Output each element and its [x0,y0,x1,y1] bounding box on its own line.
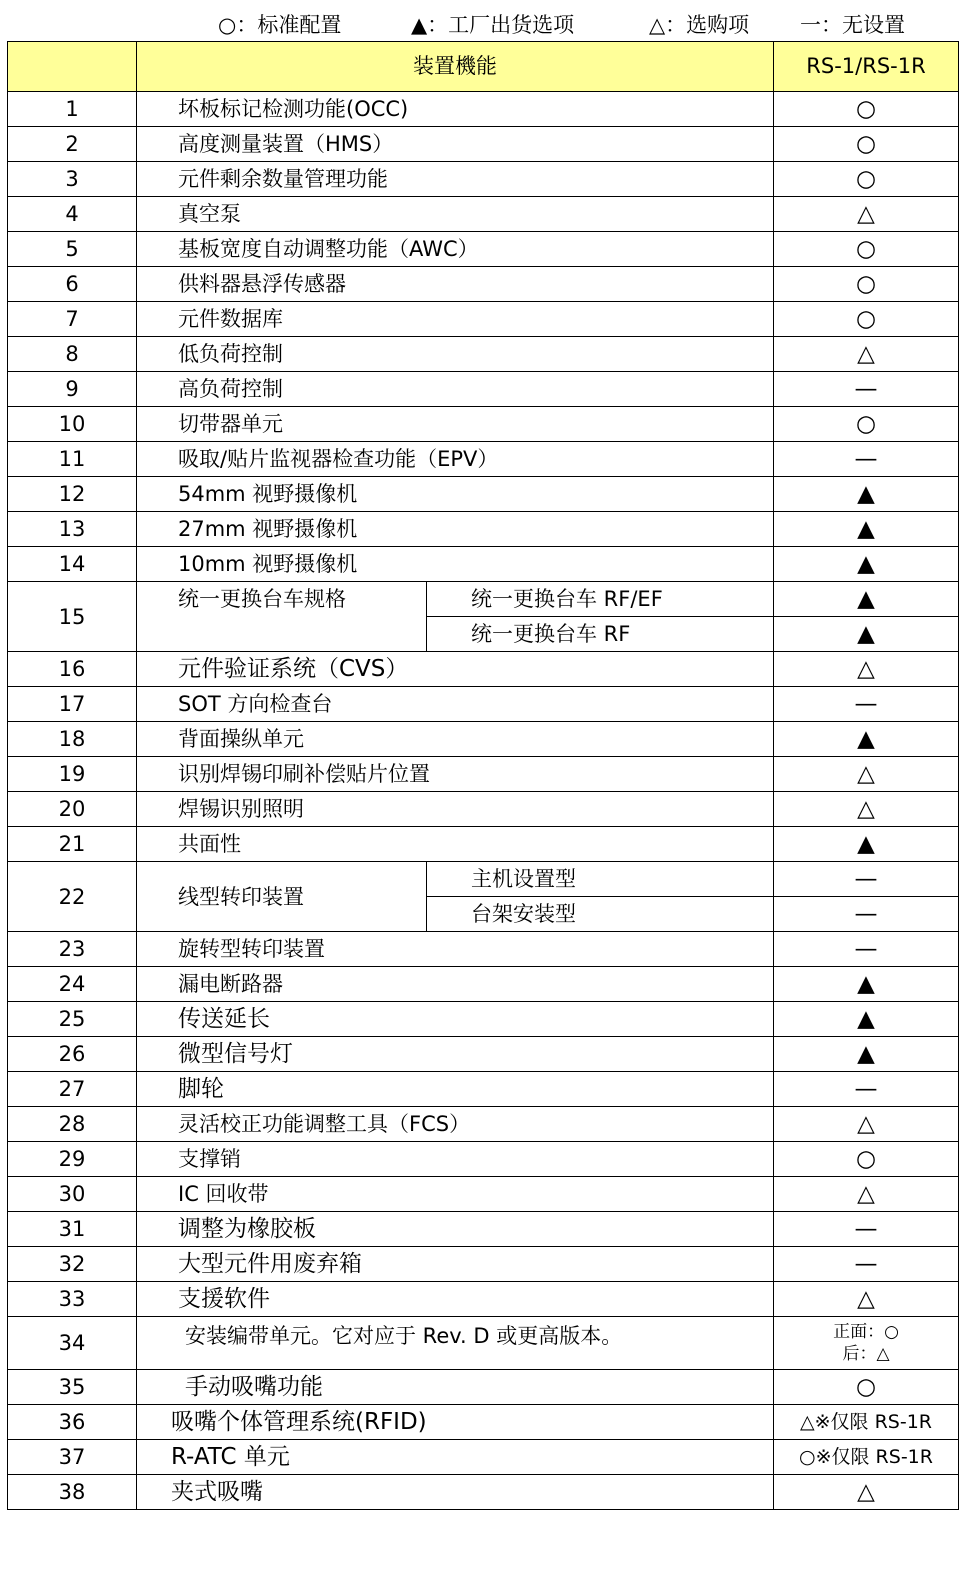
row-number: 10 [8,407,137,442]
row-value: ▲ [774,512,959,547]
table-row [8,1002,959,1037]
row-function: 基板宽度自动调整功能（AWC） [137,232,774,267]
table-row [8,1142,959,1177]
feature-table [7,41,959,1510]
row-function: 吸嘴个体管理系统(RFID) [137,1405,774,1440]
header-function: 装置機能 [137,42,774,92]
row-number: 13 [8,512,137,547]
row-function: 脚轮 [137,1072,774,1107]
table-row [8,582,959,617]
table-row [8,1370,959,1405]
row-number: 24 [8,967,137,1002]
table-row [8,827,959,862]
row-number: 5 [8,232,137,267]
row-number: 14 [8,547,137,582]
row-function: 吸取/贴片监视器检查功能（EPV） [137,442,774,477]
row-value: △ [774,1475,959,1510]
header-model: RS-1/RS-1R [774,42,959,92]
table-row [8,757,959,792]
row-value: △ [774,1282,959,1317]
row-number: 3 [8,162,137,197]
row-function: 焊锡识别照明 [137,792,774,827]
row-value: ▲ [774,827,959,862]
row-sub-option: 统一更换台车 RF [427,617,774,652]
row-value: — [774,372,959,407]
row-number: 19 [8,757,137,792]
row-function: 微型信号灯 [137,1037,774,1072]
row-function: R-ATC 单元 [137,1440,774,1475]
legend-standard: ○：标准配置 [218,13,342,37]
row-value: ▲ [774,1002,959,1037]
row-number: 22 [8,862,137,932]
table-row [8,407,959,442]
row-function: 27mm 视野摄像机 [137,512,774,547]
legend [0,10,965,40]
table-row [8,512,959,547]
table-row [8,127,959,162]
row-value: △ [774,652,959,687]
row-function: 高负荷控制 [137,372,774,407]
table-row [8,197,959,232]
row-value: ▲ [774,722,959,757]
row-number: 37 [8,1440,137,1475]
row-function: 元件验证系统（CVS） [137,652,774,687]
row-value: ○ [774,1142,959,1177]
row-number: 16 [8,652,137,687]
row-number: 25 [8,1002,137,1037]
row-value: — [774,1072,959,1107]
row-number: 15 [8,582,137,652]
row-function: 旋转型转印装置 [137,932,774,967]
row-function: 供料器悬浮传感器 [137,267,774,302]
row-number: 17 [8,687,137,722]
row-function: 元件剩余数量管理功能 [137,162,774,197]
header-number [8,42,137,92]
row-function: IC 回收带 [137,1177,774,1212]
row-number: 34 [8,1317,137,1370]
table-row [8,1475,959,1510]
row-value: ▲ [774,967,959,1002]
row-number: 29 [8,1142,137,1177]
table-row [8,162,959,197]
row-value: ▲ [774,617,959,652]
row-value: ○ [774,407,959,442]
row-function: 高度测量装置（HMS） [137,127,774,162]
legend-optional: △：选购项 [649,13,750,37]
row-function: 调整为橡胶板 [137,1212,774,1247]
row-number: 30 [8,1177,137,1212]
table-row [8,1440,959,1475]
row-value: — [774,442,959,477]
row-function: 10mm 视野摄像机 [137,547,774,582]
row-number: 27 [8,1072,137,1107]
row-value: — [774,932,959,967]
table-row [8,932,959,967]
row-value: ▲ [774,1037,959,1072]
table-row [8,967,959,1002]
row-value: ○ [774,162,959,197]
row-function: 支援软件 [137,1282,774,1317]
row-function: 漏电断路器 [137,967,774,1002]
row-value: — [774,862,959,897]
row-number: 6 [8,267,137,302]
legend-factory-option: ▲：工厂出货选项 [411,13,575,37]
row-number: 2 [8,127,137,162]
row-value: ○ [774,302,959,337]
row-value-back: 后：△ [842,1344,890,1364]
row-function: 支撑销 [137,1142,774,1177]
row-number: 1 [8,92,137,127]
table-row [8,547,959,582]
table-row [8,302,959,337]
row-number: 38 [8,1475,137,1510]
row-value: ▲ [774,582,959,617]
row-function: 共面性 [137,827,774,862]
row-function: 切带器单元 [137,407,774,442]
row-value: — [774,687,959,722]
row-sub-option: 台架安装型 [427,897,774,932]
table-row [8,1405,959,1440]
row-function: 大型元件用废弃箱 [137,1247,774,1282]
row-function: 夹式吸嘴 [137,1475,774,1510]
row-number: 20 [8,792,137,827]
row-value: ○ [774,1370,959,1405]
row-value: ○ [774,92,959,127]
table-row [8,232,959,267]
row-number: 32 [8,1247,137,1282]
row-number: 21 [8,827,137,862]
table-row [8,652,959,687]
row-number: 4 [8,197,137,232]
row-function: 低负荷控制 [137,337,774,372]
table-row [8,1177,959,1212]
table-row [8,1282,959,1317]
table-row [8,477,959,512]
row-function: 识别焊锡印刷补偿贴片位置 [137,757,774,792]
table-row [8,92,959,127]
row-value: ○※仅限 RS-1R [774,1440,959,1475]
row-value: — [774,1212,959,1247]
row-function: 灵活校正功能调整工具（FCS） [137,1107,774,1142]
table-row [8,1037,959,1072]
row-function: 54mm 视野摄像机 [137,477,774,512]
row-number: 8 [8,337,137,372]
row-value: △ [774,197,959,232]
row-value: — [774,1247,959,1282]
table-row [8,862,959,897]
row-function: 真空泵 [137,197,774,232]
row-value: △ [774,757,959,792]
table-row [8,337,959,372]
row-value-front: 正面：○ [833,1322,899,1342]
row-function: 线型转印装置 [137,862,427,932]
row-value: △ [774,792,959,827]
row-function: 安装编带单元。它对应于 Rev. D 或更高版本。 [137,1317,774,1370]
row-value: ▲ [774,547,959,582]
row-value: ○ [774,232,959,267]
row-function: 手动吸嘴功能 [137,1370,774,1405]
row-function: 元件数据库 [137,302,774,337]
row-number: 11 [8,442,137,477]
row-value: ▲ [774,477,959,512]
row-value: — [774,897,959,932]
table-header [8,42,959,92]
row-function: 传送延长 [137,1002,774,1037]
table-row [8,1247,959,1282]
row-value: △ [774,1177,959,1212]
row-value: △ [774,1107,959,1142]
row-number: 28 [8,1107,137,1142]
table-row [8,267,959,302]
row-number: 31 [8,1212,137,1247]
table-row [8,442,959,477]
table-row [8,792,959,827]
table-row [8,1212,959,1247]
row-value: △※仅限 RS-1R [774,1405,959,1440]
row-number: 33 [8,1282,137,1317]
row-number: 18 [8,722,137,757]
table-row [8,722,959,757]
row-number: 7 [8,302,137,337]
row-function: SOT 方向检查台 [137,687,774,722]
row-value [774,1317,959,1370]
row-value: ○ [774,127,959,162]
table-row [8,372,959,407]
row-sub-option: 统一更换台车 RF/EF [427,582,774,617]
row-number: 35 [8,1370,137,1405]
table-row [8,1072,959,1107]
table-row [8,1317,959,1370]
row-sub-option: 主机设置型 [427,862,774,897]
row-number: 36 [8,1405,137,1440]
row-function: 统一更换台车规格 [137,582,427,652]
row-number: 26 [8,1037,137,1072]
table-row [8,687,959,722]
row-function: 坏板标记检测功能(OCC) [137,92,774,127]
table-row [8,1107,959,1142]
legend-not-available: 一：无设置 [800,13,905,37]
row-number: 12 [8,477,137,512]
row-value: ○ [774,267,959,302]
row-function: 背面操纵单元 [137,722,774,757]
row-number: 9 [8,372,137,407]
row-value: △ [774,337,959,372]
row-number: 23 [8,932,137,967]
